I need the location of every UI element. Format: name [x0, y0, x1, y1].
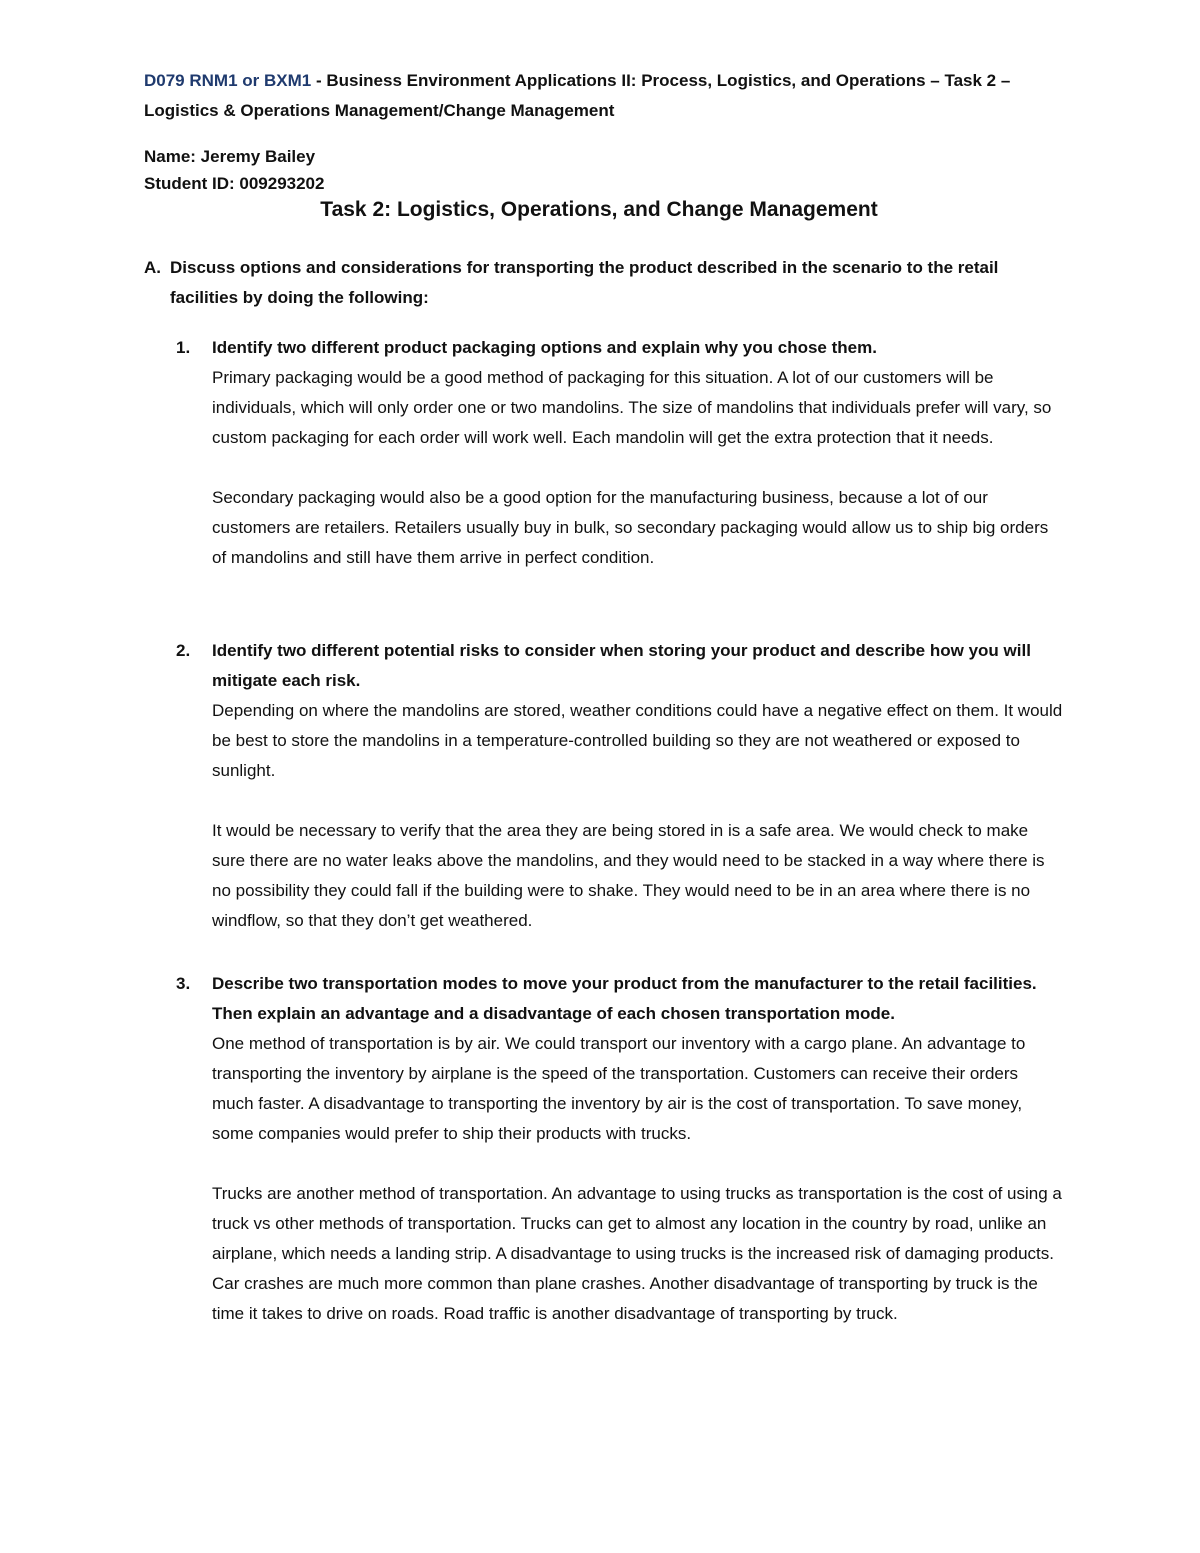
item-2	[144, 636, 1064, 936]
course-title: - Business Environment Applications II: Process, Logistics, and Operations – Task 2 – Logistics & Operations Management/Change Management	[144, 71, 1011, 120]
answer-paragraph: Trucks are another method of transportation. An advantage to using trucks as transportation is the cost of using a truck vs other methods of transportation. Trucks can get to almost any location in the country by road, unlike an airplane, which needs a landing strip. A disadvantage to using trucks is the increased risk of damaging products. Car crashes are much more common than plane crashes. Another disadvantage of transporting by truck is the time it takes to drive on roads. Road traffic is another disadvantage of transporting by truck.	[212, 1184, 1062, 1323]
answer-paragraph: Secondary packaging would also be a good option for the manufacturing business, because a lot of our customers are retailers. Retailers usually buy in bulk, so secondary packaging would allow us to ship big orders of mandolins and still have them arrive in perfect condition.	[212, 488, 1049, 567]
item-question: Describe two transportation modes to move your product from the manufacturer to the retail facilities. Then explain an advantage and a disadvantage of each chosen transportation mode.	[212, 974, 1037, 1023]
section-a-prompt: Discuss options and considerations for transporting the product described in the scenario to the retail facilities by doing the following:	[170, 258, 999, 307]
course-header	[144, 66, 1064, 126]
section-a	[144, 253, 1064, 313]
student-id: Student ID: 009293202	[144, 174, 325, 193]
answer-paragraph: It would be necessary to verify that the area they are being stored in is a safe area. We would check to make sure there are no water leaks above the mandolins, and they would need to be stacked in a way where there is no possibility they could fall if the building were to shake. They would need to be in an area where there is no windflow, so that they don’t get weathered.	[212, 821, 1045, 930]
item-number: 1.	[176, 338, 191, 357]
item-3	[144, 969, 1064, 1329]
answer-paragraph: Depending on where the mandolins are stored, weather conditions could have a negative effect on them. It would be best to store the mandolins in a temperature-controlled building so they are not weathered or exposed to sunlight.	[212, 701, 1063, 780]
answer-paragraph: One method of transportation is by air. We could transport our inventory with a cargo plane. An advantage to transporting the inventory by airplane is the speed of the transportation. Customers can receive their orders much faster. A disadvantage to transporting the inventory by air is the cost of transportation. To save money, some companies would prefer to ship their products with trucks.	[212, 1034, 1026, 1143]
item-number: 3.	[176, 974, 191, 993]
page-title: Task 2: Logistics, Operations, and Change Management	[320, 198, 878, 221]
section-a-marker: A.	[144, 258, 161, 277]
item-1	[144, 333, 1064, 573]
course-code: D079 RNM1 or BXM1	[144, 71, 312, 90]
item-number: 2.	[176, 641, 191, 660]
student-name: Name: Jeremy Bailey	[144, 147, 316, 166]
item-question: Identify two different product packaging options and explain why you chose them.	[212, 338, 877, 357]
item-question: Identify two different potential risks to consider when storing your product and describe how you will mitigate each risk.	[212, 641, 1031, 690]
answer-paragraph: Primary packaging would be a good method of packaging for this situation. A lot of our customers will be individuals, which will only order one or two mandolins. The size of mandolins that individuals prefer will vary, so custom packaging for each order will work well. Each mandolin will get the extra protection that it needs.	[212, 368, 1052, 447]
